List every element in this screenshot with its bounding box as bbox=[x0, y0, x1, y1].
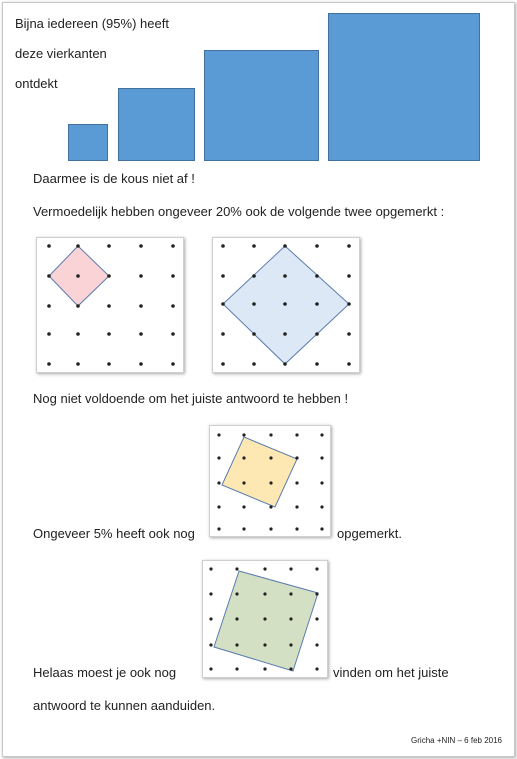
yellow-square bbox=[222, 437, 297, 507]
text-helaas-line2: antwoord te kunnen aanduiden. bbox=[33, 698, 216, 713]
blue-square-3x3 bbox=[204, 50, 319, 161]
dot-grid-blue bbox=[212, 237, 360, 373]
dot-grid-yellow bbox=[209, 425, 331, 537]
page bbox=[2, 2, 515, 757]
blue-square-2x2 bbox=[118, 88, 195, 161]
text-ongeveer-before: Ongeveer 5% heeft ook nog bbox=[33, 526, 195, 541]
intro-line-1: Bijna iedereen (95%) heeft bbox=[15, 16, 169, 31]
text-helaas-before: Helaas moest je ook nog bbox=[33, 665, 177, 680]
intro-line-3: ontdekt bbox=[15, 76, 58, 91]
intro-line-2: deze vierkanten bbox=[15, 46, 107, 61]
blue-square-4x4 bbox=[328, 13, 480, 161]
text-ongeveer-after: opgemerkt. bbox=[337, 526, 403, 541]
dot-grid-green-drawing bbox=[203, 561, 327, 677]
green-square bbox=[214, 571, 318, 671]
text-vermoedelijk: Vermoedelijk hebben ongeveer 20% ook de volgende twee opgemerkt : bbox=[33, 204, 445, 219]
text-kous: Daarmee is de kous niet af ! bbox=[33, 171, 195, 186]
dot-grid-blue-drawing bbox=[213, 238, 359, 372]
text-helaas-after: vinden om het juiste bbox=[333, 665, 449, 680]
dot-grid-yellow-drawing bbox=[210, 426, 330, 536]
dot-grid-pink bbox=[36, 237, 184, 373]
blue-square-1x1 bbox=[68, 124, 108, 161]
dot-grid-green bbox=[202, 560, 328, 678]
dot-grid-pink-drawing bbox=[37, 238, 183, 372]
text-nog-niet: Nog niet voldoende om het juiste antwoord te hebben ! bbox=[33, 391, 349, 406]
footer-credit: Gricha +NIN – 6 feb 2016 bbox=[411, 736, 502, 745]
